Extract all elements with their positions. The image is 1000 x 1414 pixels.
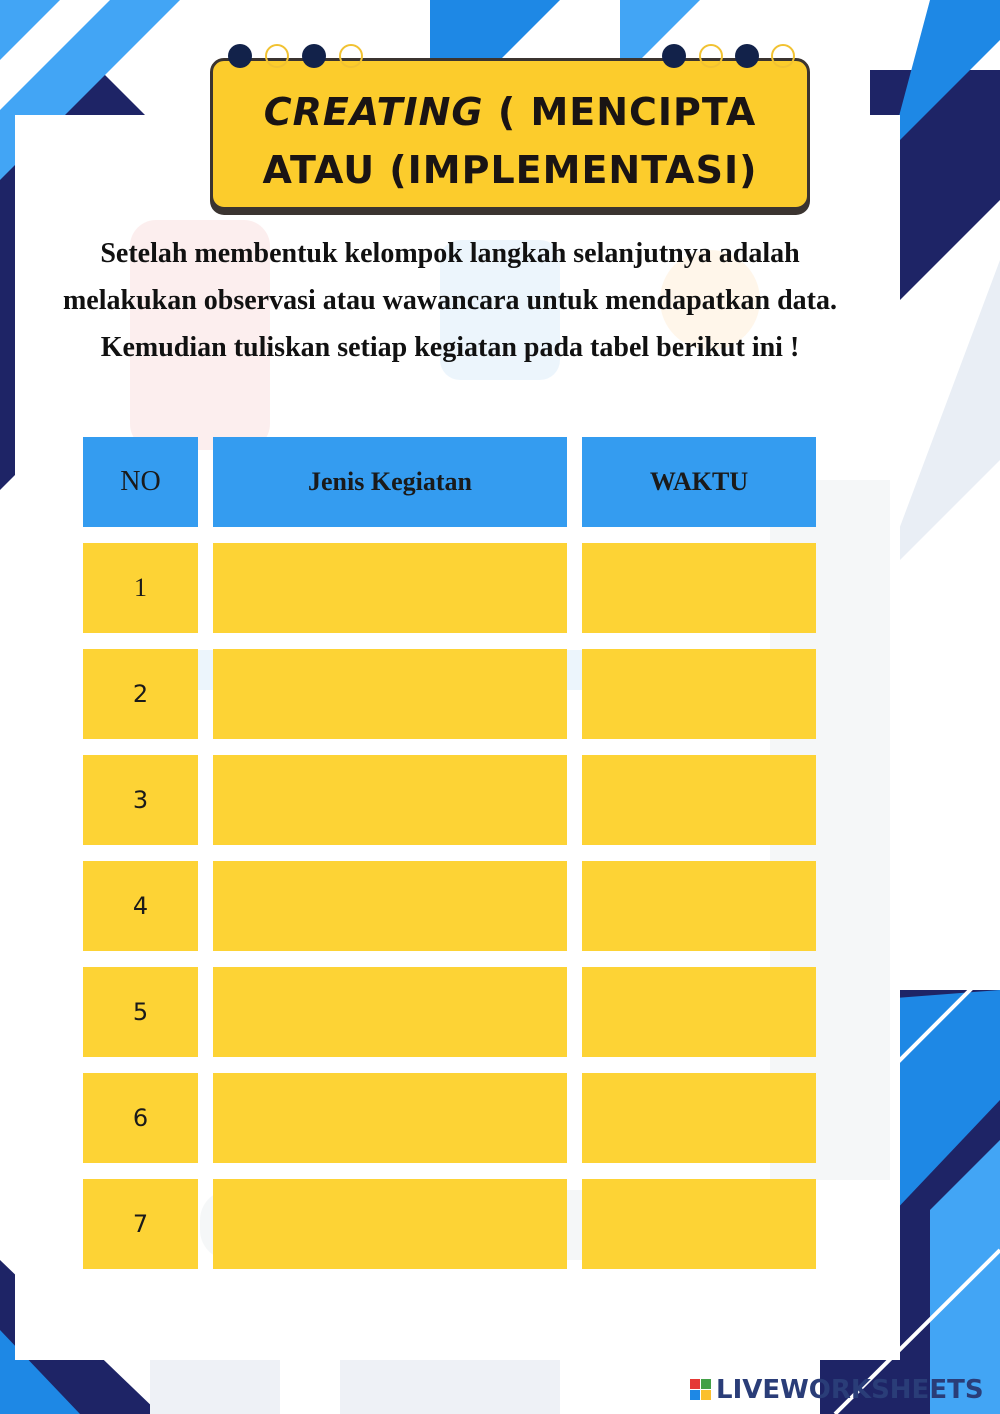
kegiatan-input[interactable]	[213, 649, 567, 739]
title-italic-part: CREATING	[263, 90, 484, 134]
kegiatan-input[interactable]	[213, 967, 567, 1057]
liveworksheets-logo-icon	[690, 1379, 712, 1401]
header-no: NO	[83, 437, 198, 527]
liveworksheets-brand	[690, 1373, 984, 1407]
row-number: 4	[83, 861, 198, 951]
binder-ring-icon	[339, 44, 363, 68]
row-number: 3	[83, 755, 198, 845]
waktu-input[interactable]	[582, 1179, 816, 1269]
kegiatan-input[interactable]	[213, 543, 567, 633]
binder-ring-icon	[265, 44, 289, 68]
waktu-input[interactable]	[582, 649, 816, 739]
title-line1-rest: ( MENCIPTA	[483, 90, 757, 134]
waktu-input[interactable]	[582, 967, 816, 1057]
binder-ring-icon	[302, 44, 326, 68]
row-number: 1	[83, 543, 198, 633]
page-title	[213, 83, 807, 199]
kegiatan-input[interactable]	[213, 861, 567, 951]
row-number: 5	[83, 967, 198, 1057]
kegiatan-input[interactable]	[213, 1073, 567, 1163]
header-waktu: WAKTU	[582, 437, 816, 527]
waktu-input[interactable]	[582, 1073, 816, 1163]
waktu-input[interactable]	[582, 755, 816, 845]
row-number: 7	[83, 1179, 198, 1269]
header-jenis-kegiatan: Jenis Kegiatan	[213, 437, 567, 527]
instruction-text: Setelah membentuk kelompok langkah selanjutnya adalah melakukan observasi atau wawancara untuk mendapatkan data. Kemudian tuliskan setiap kegiatan pada tabel berikut ini !	[62, 238, 838, 363]
title-line2: ATAU (IMPLEMENTASI)	[262, 148, 758, 192]
title-banner	[210, 58, 810, 210]
binder-ring-icon	[771, 44, 795, 68]
row-number: 2	[83, 649, 198, 739]
binder-ring-icon	[228, 44, 252, 68]
binder-ring-icon	[662, 44, 686, 68]
row-number: 6	[83, 1073, 198, 1163]
waktu-input[interactable]	[582, 543, 816, 633]
binder-ring-icon	[735, 44, 759, 68]
waktu-input[interactable]	[582, 861, 816, 951]
brand-name: LIVEWORKSHEETS	[716, 1375, 984, 1405]
kegiatan-input[interactable]	[213, 1179, 567, 1269]
binder-ring-icon	[699, 44, 723, 68]
kegiatan-input[interactable]	[213, 755, 567, 845]
